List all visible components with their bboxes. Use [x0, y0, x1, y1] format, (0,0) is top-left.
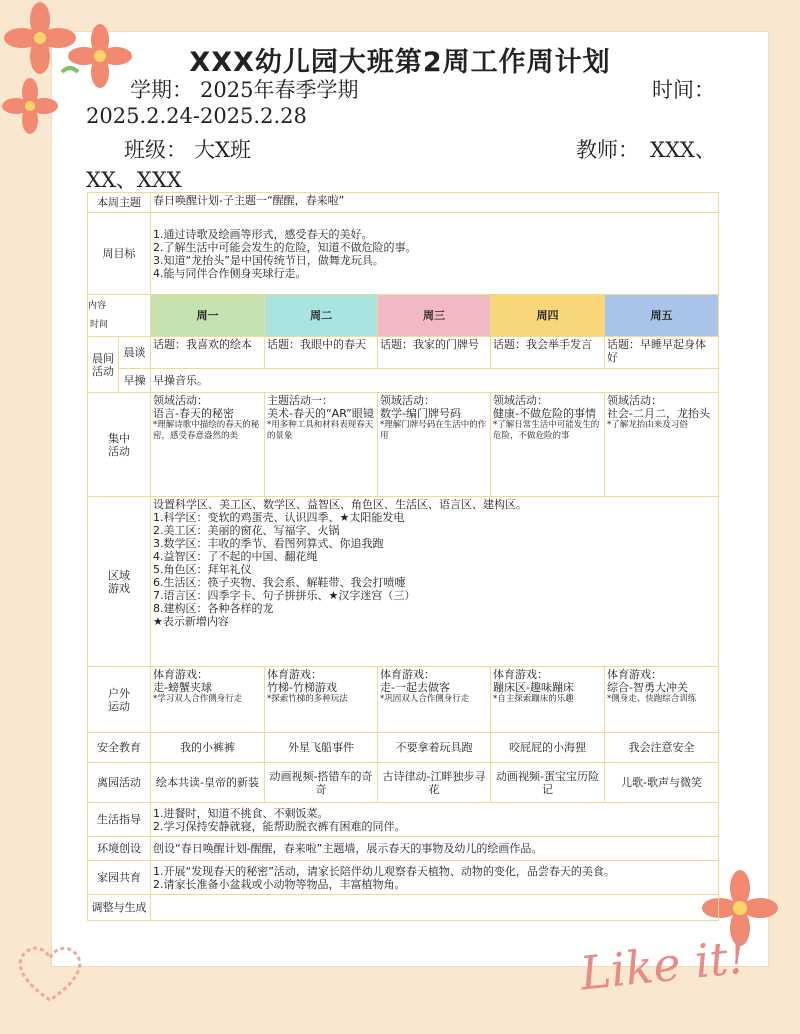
outdoor-title: 体育游戏： 走-螃蟹夹球	[153, 668, 212, 694]
corner-time-label: 时间	[90, 319, 109, 330]
safety-label: 安全教育	[88, 733, 151, 763]
life-guide-text: 1.进餐时，知道不挑食、不剩饭菜。 2.学习保持安静就寝，能帮助脱衣裤有困难的同伴。	[151, 803, 719, 837]
safety-cell: 我会注意安全	[605, 733, 719, 763]
semester-value: 2025年春季学期	[200, 78, 359, 102]
corner-header	[88, 295, 151, 337]
home-coop-label: 家园共育	[88, 861, 151, 895]
focus-activity-cell	[491, 393, 605, 497]
goal-list: 1.通过诗歌及绘画等形式，感受春天的美好。 2.了解生活中可能会发生的危险，知道不做危险的事。 3.知道“龙抬头”是中国传统节日，做舞龙玩具。 4.能与同伴合作侧身夹球行走。	[151, 213, 719, 295]
safety-cell: 咬屁屁的小海狸	[491, 733, 605, 763]
leave-cell: 动画视频-搭错车的奇奇	[265, 763, 378, 803]
teacher-value-cont: XX、XXX	[86, 168, 182, 192]
life-guide-label: 生活指导	[88, 803, 151, 837]
day-header: 周三	[378, 295, 491, 337]
morning-talk-cell: 话题：我会举手发言	[491, 337, 605, 369]
adjust-text	[151, 895, 719, 921]
goal-label: 周目标	[88, 213, 151, 295]
environment-text: 创设“春日唤醒计划-醒醒，春来啦”主题墙，展示春天的事物及幼儿的绘画作品。	[151, 837, 719, 861]
weekly-plan-table	[87, 192, 719, 921]
focus-activity-cell	[265, 393, 378, 497]
focus-activity-cell	[151, 393, 265, 497]
leave-label: 离园活动	[88, 763, 151, 803]
focus-activity-title: 领域活动： 数学-编门牌号码	[380, 394, 461, 420]
focus-activity-cell	[605, 393, 719, 497]
adjust-label: 调整与生成	[88, 895, 151, 921]
leave-cell: 古诗律动-江畔独步寻花	[378, 763, 491, 803]
morning-talk-cell: 话题：我喜欢的绘本	[151, 337, 265, 369]
outdoor-title: 体育游戏： 竹梯-竹梯游戏	[267, 668, 337, 694]
leave-cell: 动画视频-蛋宝宝历险记	[491, 763, 605, 803]
exercise-label: 早操	[119, 369, 151, 393]
area-game-label: 区域 游戏	[88, 497, 151, 667]
day-header: 周五	[605, 295, 719, 337]
leave-cell: 绘本共读-皇帝的新装	[151, 763, 265, 803]
focus-activity-title: 领域活动： 语言-春天的秘密	[153, 394, 234, 420]
teacher-label: 教师：	[576, 138, 639, 162]
outdoor-label: 户外 运动	[88, 667, 151, 733]
class-label: 班级：	[124, 138, 187, 162]
heart-decoration	[10, 938, 90, 1008]
focus-activity-note: *理解门牌号码在生活中的作用	[380, 420, 487, 441]
day-header: 周一	[151, 295, 265, 337]
focus-activity-title: 领域活动： 社会-二月二，龙抬头	[607, 394, 710, 420]
safety-cell: 不要拿着玩具跑	[378, 733, 491, 763]
focus-activity-note: *理解诗歌中描绘的春天的秘密，感受春意盎然的美	[153, 420, 260, 441]
time-value: 2025.2.24-2025.2.28	[86, 104, 307, 128]
exercise-value: 早操音乐。	[151, 369, 719, 393]
outdoor-title: 体育游戏： 走-一起去做客	[380, 668, 450, 694]
focus-activity-cell	[378, 393, 491, 497]
teacher-value: XXX、	[650, 138, 716, 162]
environment-label: 环境创设	[88, 837, 151, 861]
outdoor-title: 体育游戏： 综合-智勇大冲关	[607, 668, 688, 694]
theme-label: 本周主题	[88, 193, 151, 213]
page-title: XXX幼儿园大班第2周工作周计划	[189, 47, 611, 78]
home-coop-text: 1.开展“发现春天的秘密”活动，请家长陪伴幼儿观察春天植物、动物的变化，品尝春天的美食。 2.请家长准备小盆栽或小动物等物品，丰富植物角。	[151, 861, 719, 895]
focus-activity-title: 领域活动： 健康-不做危险的事情	[493, 394, 596, 420]
semester-label: 学期：	[130, 78, 193, 102]
outdoor-note: *探索竹梯的多种玩法	[267, 694, 348, 704]
outdoor-cell	[265, 667, 378, 733]
outdoor-cell	[605, 667, 719, 733]
outdoor-note: *学习双人合作侧身行走	[153, 694, 243, 704]
corner-content-label: 内容	[88, 300, 107, 311]
outdoor-note: *巩固双人合作侧身行走	[380, 694, 470, 704]
theme-value: 春日唤醒计划-子主题一“醒醒，春来啦”	[151, 193, 719, 213]
outdoor-cell	[491, 667, 605, 733]
outdoor-note: *自主探索蹦床的乐趣	[493, 694, 574, 704]
morning-talk-cell: 话题：我家的门牌号	[378, 337, 491, 369]
focus-activity-note: *用多种工具和材料表现春天的景象	[267, 420, 374, 441]
focus-activity-note: *了解日常生活中可能发生的危险，不做危险的事	[493, 420, 600, 441]
safety-cell: 我的小裤裤	[151, 733, 265, 763]
class-value: 大X班	[194, 138, 251, 162]
day-header: 周二	[265, 295, 378, 337]
focus-activity-label: 集中 活动	[88, 393, 151, 497]
morning-talk-cell: 话题：我眼中的春天	[265, 337, 378, 369]
outdoor-title: 体育游戏： 蹦床区-趣味蹦床	[493, 668, 574, 694]
outdoor-cell	[151, 667, 265, 733]
morning-talk-label: 晨谈	[119, 337, 151, 369]
focus-activity-note: *了解龙抬由来及习俗	[607, 420, 688, 430]
outdoor-note: *侧身走、快跑综合训练	[607, 694, 697, 704]
outdoor-cell	[378, 667, 491, 733]
time-label: 时间：	[652, 78, 715, 102]
morning-activity-label: 晨间 活动	[88, 337, 119, 393]
leave-cell: 儿歌-歌声与微笑	[605, 763, 719, 803]
morning-talk-cell: 话题：早睡早起身体好	[605, 337, 719, 369]
focus-activity-title: 主题活动一： 美术-春天的“AR”眼镜	[267, 394, 374, 420]
like-it-decoration: Like it!	[577, 929, 750, 1001]
day-header: 周四	[491, 295, 605, 337]
area-game-text: 设置科学区、美工区、数学区、益智区、角色区、生活区、语言区、建构区。 1.科学区：变软的鸡蛋壳、认识四季、★太阳能发电 2.美工区：美丽的窗花、写福字、火锅 3.数学区：丰收的季节、看图列算式、你追我跑 4.益智区：了不起的中国、翻花绳 5.角色区：拜年礼仪 6.生活区：筷子夹物、我会系、解鞋带、我会打喷嚏 7.语言区：四季字卡、句子拼拼乐、★汉字迷宫（三） 8.建构区：各种各样的龙 ★表示新增内容	[151, 497, 719, 667]
safety-cell: 外星飞船事件	[265, 733, 378, 763]
